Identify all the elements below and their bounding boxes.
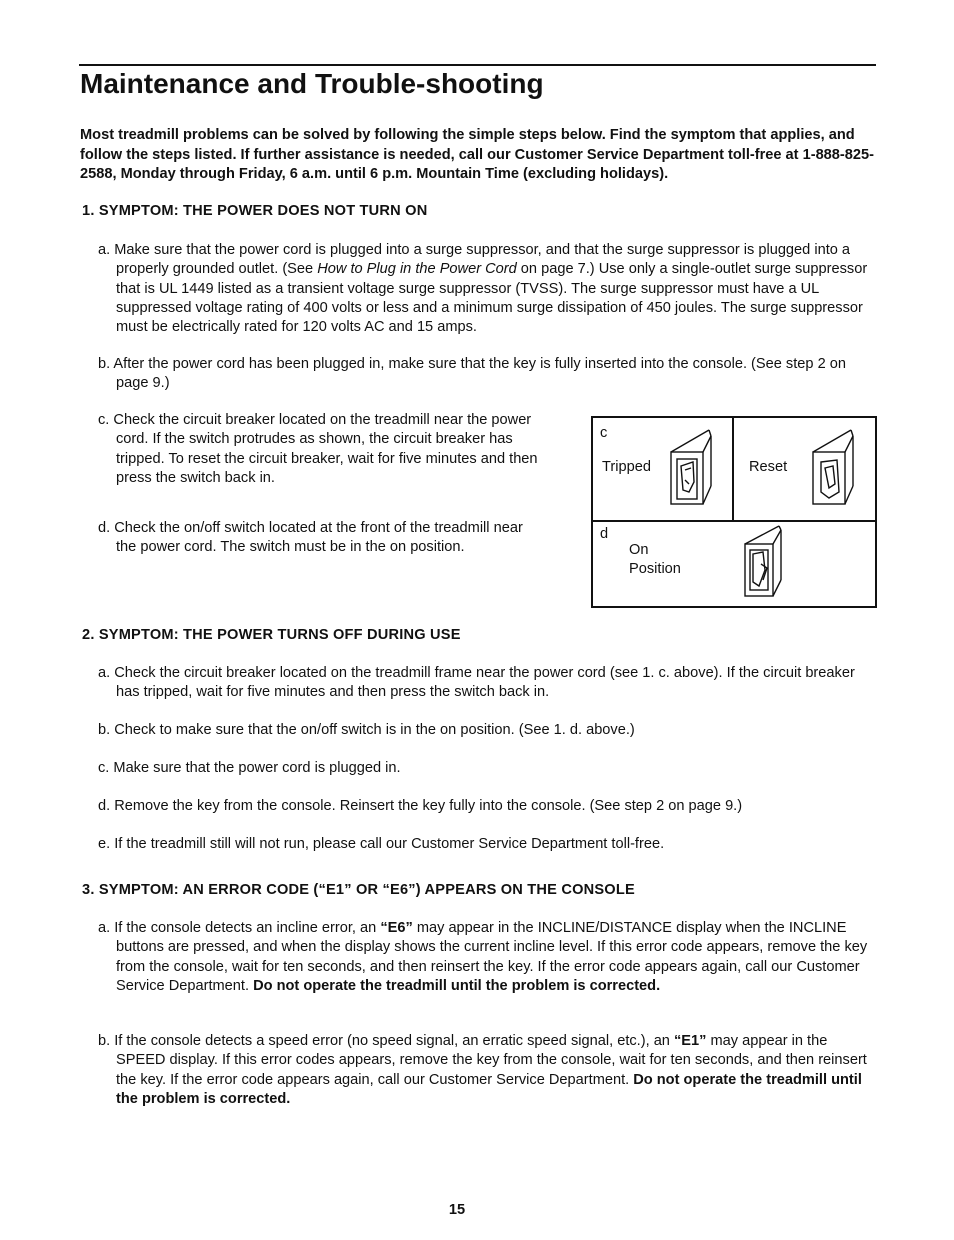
intro-paragraph: Most treadmill problems can be solved by following the simple steps below. Find the symptom that applies, and follow the steps listed. If further assistance is needed, call our Customer Service Department toll-free at 1-888-825-2588, Monday through Friday, 6 a.m. until 6 p.m. Mountain Time (excluding holidays). [80, 127, 874, 182]
section2-step-d-text: d. Remove the key from the console. Reinsert the key fully into the console. (See step 2 on page 9.) [98, 798, 743, 814]
section1-step-a-post: on page 7.) Use only a single-outlet surge suppressor that is UL 1449 listed as a transient voltage surge suppressor (TVSS). The surge suppressor must have a UL suppressed voltage rating of 400 volts or less and a minimum surge dissipation of 450 joules. The surge suppressor must be electrically rated for 120 volts AC and 15 amps. [116, 261, 868, 336]
section1-step-a-pre: a. Make sure that the power cord is plugged into a surge suppressor, and that the surge suppressor is plugged into a properly grounded outlet. (See [98, 242, 851, 278]
section3-step-a [98, 919, 880, 996]
figure-divider-horizontal [593, 520, 875, 522]
figure-tripped-label: Tripped [602, 459, 651, 475]
section2-step-e-text: e. If the treadmill still will not run, please call our Customer Service Department toll-free. [98, 836, 665, 852]
section1-step-c [98, 411, 543, 488]
section3-step-b-code: “E1” [673, 1033, 707, 1049]
page-number: 15 [448, 1202, 466, 1218]
section1-step-a [98, 241, 880, 337]
section3-step-a-code: “E6” [380, 920, 413, 936]
section2-step-b-text: b. Check to make sure that the on/off switch is in the on position. (See 1. d. above.) [98, 722, 635, 738]
tripped-switch-icon [667, 426, 715, 510]
figure-reset-label: Reset [749, 459, 788, 475]
section3-heading: 3. SYMPTOM: AN ERROR CODE (“E1” OR “E6”) APPEARS ON THE CONSOLE [82, 882, 635, 898]
page-title: Maintenance and Trouble-shooting [80, 68, 544, 99]
section2-step-c-text: c. Make sure that the power cord is plugged in. [98, 760, 401, 776]
section2-step-a-text: a. Check the circuit breaker located on the treadmill frame near the power cord (see 1. c. above). If the circuit breaker has tripped, wait for five minutes and then press the switch back in. [98, 665, 855, 701]
figure-d-letter: d [600, 526, 609, 542]
section3-step-a-pre: a. If the console detects an incline error, an [98, 920, 381, 936]
section3-step-a-mid: may appear in the INCLINE/DISTANCE display when the INCLINE buttons are pressed, and when the display shows the current incline level. If this error code appears, remove the key from the console, wait for ten seconds, and then reinsert the key. If the error code appears again, call our Customer Service Department. [116, 920, 868, 994]
section3-step-b-mid: may appear in the SPEED display. If this error codes appears, remove the key from the console, wait for ten seconds, and then reinsert the key. If the error code appears again, call our Customer Service Department. [116, 1033, 867, 1088]
figure-c-letter: c [600, 425, 608, 441]
circuit-breaker-figure [591, 416, 877, 608]
section3-step-a-warning: Do not operate the treadmill until the problem is corrected. [253, 977, 661, 994]
title-rule [79, 64, 876, 66]
section2-step-a [98, 664, 880, 703]
section1-heading: 1. SYMPTOM: THE POWER DOES NOT TURN ON [82, 203, 428, 219]
section2-step-d [98, 797, 880, 816]
section1-step-d-text: d. Check the on/off switch located at the front of the treadmill near the power cord. The switch must be in the on position. [98, 520, 523, 556]
section1-step-b [98, 355, 880, 394]
figure-position-label: Position [629, 561, 681, 577]
section2-heading: 2. SYMPTOM: THE POWER TURNS OFF DURING USE [82, 627, 461, 643]
section1-step-d [98, 519, 543, 558]
section2-step-b [98, 721, 880, 740]
reset-switch-icon [809, 426, 857, 510]
figure-divider-vertical [732, 418, 734, 520]
section3-step-b-pre: b. If the console detects a speed error (no speed signal, an erratic speed signal, etc.), an [98, 1033, 674, 1049]
section3-step-b [98, 1032, 880, 1109]
figure-on-label: On [629, 542, 649, 558]
section2-step-e [98, 835, 880, 854]
section2-step-c [98, 759, 880, 778]
section1-step-a-reference: How to Plug in the Power Cord [317, 261, 517, 278]
section1-step-b-text: b. After the power cord has been plugged in, make sure that the key is fully inserted into the console. (See step 2 on page 9.) [98, 356, 846, 392]
on-off-switch-icon [741, 524, 785, 600]
section1-step-c-text: c. Check the circuit breaker located on the treadmill near the power cord. If the switch protrudes as shown, the circuit breaker has tripped. To reset the circuit breaker, wait for five minutes and then press the switch back in. [98, 412, 538, 486]
section3-step-b-warning: Do not operate the treadmill until the problem is corrected. [116, 1071, 862, 1107]
